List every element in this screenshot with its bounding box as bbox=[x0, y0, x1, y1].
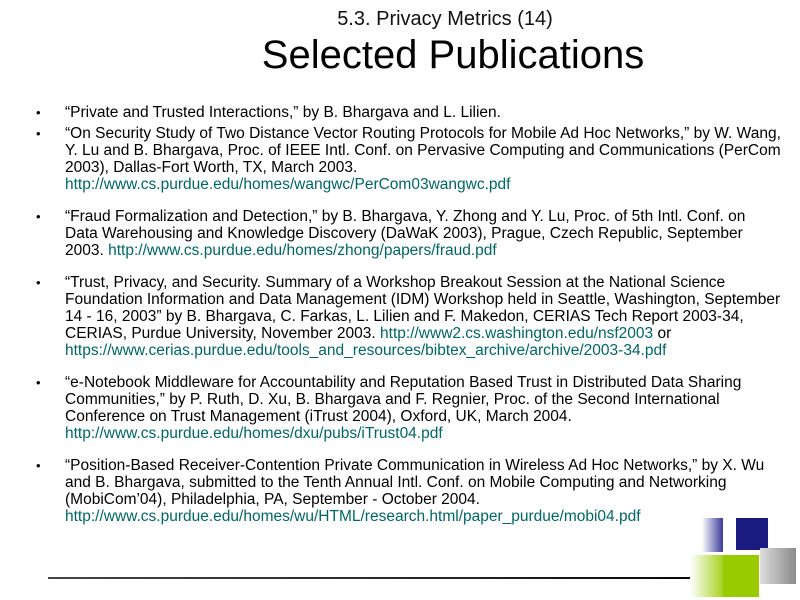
bullet-icon: • bbox=[36, 458, 41, 473]
publication-link[interactable]: http://www.cs.purdue.edu/homes/zhong/papers/fraud.pdf bbox=[108, 242, 497, 259]
footer-rule bbox=[48, 577, 758, 579]
publication-text: “e-Notebook Middleware for Accountability and Reputation Based Trust in Distributed Data Sharing Communities,” by P. Ruth, D. Xu, B. Bhargava and F. Regnier, Proc. of the Second International Conference on Trust Management (iTrust 2004), Oxford, UK, March 2004. bbox=[65, 374, 742, 425]
publication-link[interactable]: http://www.cs.purdue.edu/homes/wangwc/PerCom03wangwc.pdf bbox=[65, 176, 511, 193]
deco-square-green bbox=[723, 555, 759, 597]
deco-square-gray bbox=[760, 548, 796, 584]
list-item bbox=[36, 457, 781, 525]
list-item bbox=[36, 208, 781, 259]
publication-link[interactable]: https://www.cerias.purdue.edu/tools_and_resources/bibtex_archive/archive/2003-34.pdf bbox=[65, 342, 667, 359]
list-item bbox=[36, 104, 781, 121]
link-joiner: or bbox=[657, 325, 672, 342]
publication-text: “On Security Study of Two Distance Vector Routing Protocols for Mobile Ad Hoc Networks,” by W. Wang, Y. Lu and B. Bhargava, Proc. of IEEE Intl. Conf. on Pervasive Computing and Communications (PerCom 2003), Dallas-Fort Worth, TX, March 2003. bbox=[65, 125, 781, 176]
publication-text: “Trust, Privacy, and Security. Summary of a Workshop Breakout Session at the National Science Foundation Information and Data Management (IDM) Workshop held in Seattle, Washington, September 14 - 16, 2003” by B. Bhargava, C. Farkas, L. Lilien and F. Makedon, CERIAS Tech Report 2003-34, CERIAS, Purdue University, November 2003. bbox=[65, 274, 781, 342]
publication-text: “Private and Trusted Interactions,” by B. Bhargava and L. Lilien. bbox=[65, 104, 501, 121]
publication-list bbox=[36, 104, 781, 540]
list-item bbox=[36, 125, 781, 193]
list-item bbox=[36, 374, 781, 442]
bullet-icon: • bbox=[36, 126, 41, 141]
deco-square-gradient-top bbox=[702, 518, 723, 552]
deco-square-navy bbox=[736, 518, 768, 550]
bullet-icon: • bbox=[36, 375, 41, 390]
page-title: Selected Publications bbox=[261, 33, 645, 77]
list-item bbox=[36, 274, 781, 359]
bullet-icon: • bbox=[36, 275, 41, 290]
page-subtitle: 5.3. Privacy Metrics (14) bbox=[337, 8, 553, 30]
publication-link[interactable]: http://www2.cs.washington.edu/nsf2003 bbox=[380, 325, 654, 342]
bullet-icon: • bbox=[36, 105, 41, 120]
bullet-icon: • bbox=[36, 209, 41, 224]
publication-link[interactable]: http://www.cs.purdue.edu/homes/wu/HTML/research.html/paper_purdue/mobi04.pdf bbox=[65, 508, 641, 525]
publication-link[interactable]: http://www.cs.purdue.edu/homes/dxu/pubs/iTrust04.pdf bbox=[65, 425, 443, 442]
publication-text: “Fraud Formalization and Detection,” by B. Bhargava, Y. Zhong and Y. Lu, Proc. of 5th Intl. Conf. on Data Warehousing and Knowledge Discovery (DaWaK 2003), Prague, Czech Republic, September 2003. bbox=[65, 208, 746, 259]
publication-text: “Position-Based Receiver-Contention Private Communication in Wireless Ad Hoc Networks,” by X. Wu and B. Bhargava, submitted to the Tenth Annual Intl. Conf. on Mobile Computing and Networking (MobiCom’04), Philadelphia, PA, September - October 2004. bbox=[65, 457, 765, 508]
